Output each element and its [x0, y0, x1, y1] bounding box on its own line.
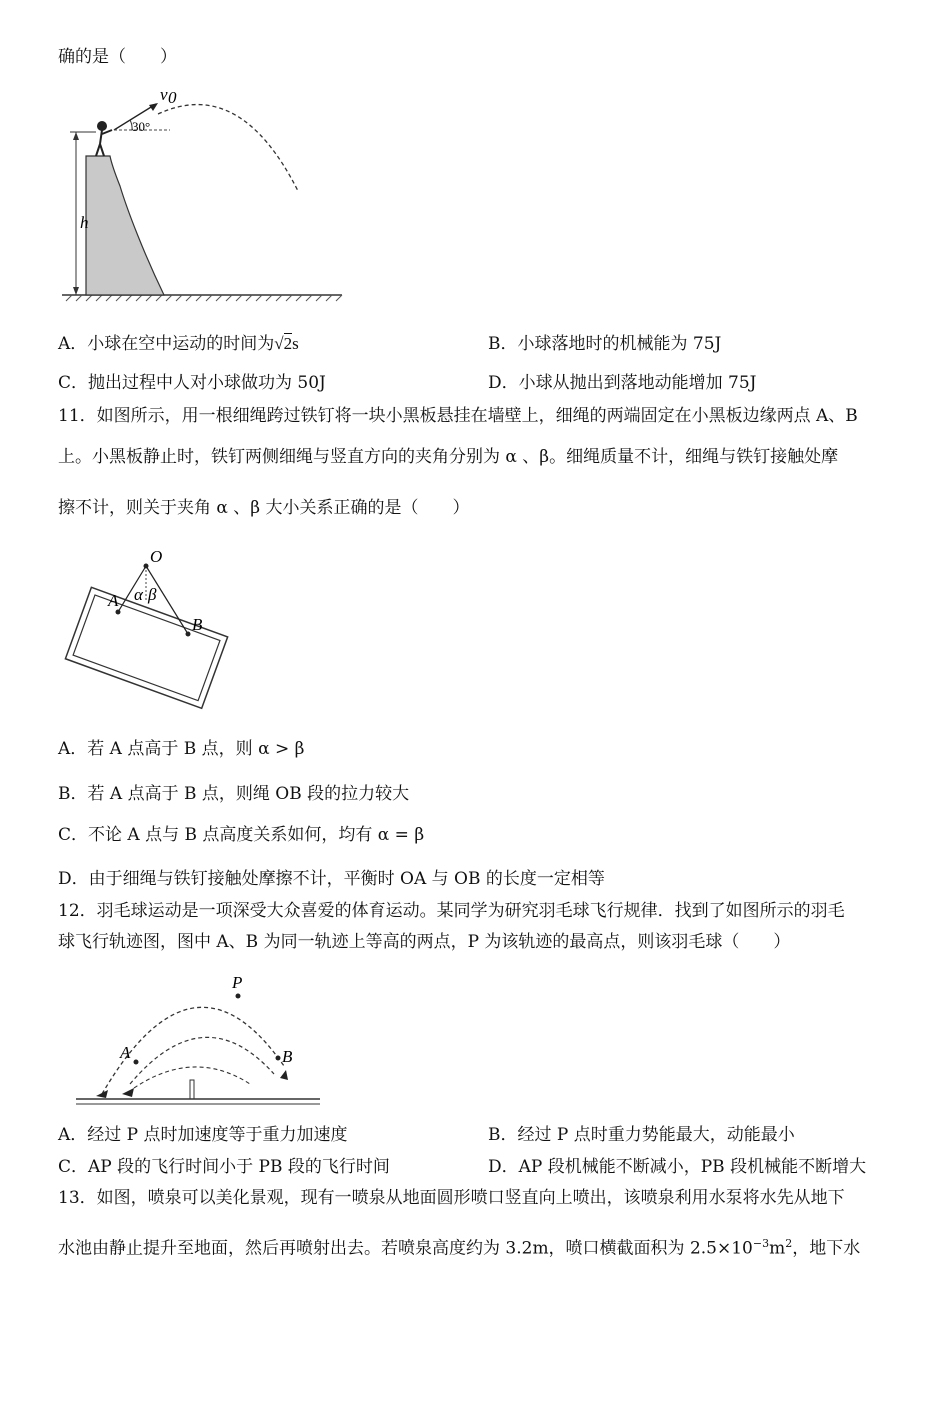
- question-13-line-2: [58, 1233, 860, 1260]
- option-letter: B．: [488, 334, 518, 354]
- radicand: 2: [283, 334, 293, 353]
- option-text: 小球在空中运动的时间为: [87, 334, 275, 354]
- hanging-board-figure: [62, 548, 232, 713]
- angle-label: 30°: [132, 119, 151, 134]
- shuttle-icon: [122, 1088, 134, 1097]
- option-10-c: [58, 372, 326, 394]
- label-beta: β: [148, 585, 157, 604]
- option-letter: D．: [488, 373, 519, 393]
- option-12-c: C．AP 段的飞行时间小于 PB 段的飞行时间: [58, 1157, 390, 1177]
- height-label: h: [80, 213, 89, 232]
- shuttle-icon: [96, 1090, 108, 1098]
- option-12-d: D．AP 段机械能不断减小，PB 段机械能不断增大: [488, 1157, 867, 1177]
- question-11-line-2: 上。小黑板静止时，铁钉两侧细绳与竖直方向的夹角分别为 α 、β。细绳质量不计，细绳与铁钉接触处摩: [58, 447, 839, 467]
- option-10-a: [58, 333, 299, 355]
- velocity-label: v: [160, 86, 168, 104]
- cliff-shape: [86, 156, 164, 295]
- question-12-line-2: 球飞行轨迹图，图中 A、B 为同一轨迹上等高的两点，P 为该轨迹的最高点，则该羽毛球（ ）: [58, 932, 791, 952]
- option-12-a: A．经过 P 点时加速度等于重力加速度: [58, 1125, 348, 1145]
- question-11-line-3: 擦不计，则关于夹角 α 、β 大小关系正确的是（ ）: [58, 498, 470, 518]
- option-11-a: A．若 A 点高于 B 点，则 α > β: [58, 739, 305, 759]
- label-A: A: [120, 1043, 131, 1062]
- trajectory-path: [158, 105, 298, 191]
- cliff-projectile-figure: [60, 86, 350, 306]
- option-11-d: D．由于细绳与铁钉接触处摩擦不计，平衡时 OA 与 OB 的长度一定相等: [58, 869, 605, 889]
- q13-exponent-2: 2: [785, 1237, 793, 1250]
- board-outer: [65, 587, 227, 708]
- unit: s: [292, 334, 299, 353]
- board-inner: [73, 595, 220, 701]
- label-P: P: [232, 973, 243, 992]
- label-B: B: [192, 615, 203, 634]
- question-13-line-1: 13．如图，喷泉可以美化景观，现有一喷泉从地面圆形喷口竖直向上喷出，该喷泉利用水泵将水先从地下: [58, 1188, 845, 1208]
- velocity-subscript: 0: [168, 88, 177, 107]
- sqrt-symbol: √: [274, 334, 284, 353]
- option-10-d: [488, 372, 757, 394]
- option-10-b: [488, 333, 721, 355]
- label-A: A: [108, 591, 119, 610]
- net-post: [190, 1080, 194, 1099]
- option-text: 小球落地时的机械能为 75J: [517, 334, 722, 354]
- label-O: O: [150, 548, 163, 566]
- option-12-b: B．经过 P 点时重力势能最大，动能最小: [488, 1125, 795, 1145]
- question-stem-tail: 确的是（ ）: [58, 47, 177, 67]
- q13-unit: m: [769, 1238, 786, 1259]
- q13-text-c: ，地下水: [792, 1238, 861, 1259]
- option-11-c: C．不论 A 点与 B 点高度关系如何，均有 α = β: [58, 825, 425, 845]
- option-letter: C．: [58, 373, 89, 393]
- option-text: 抛出过程中人对小球做功为 50J: [88, 373, 326, 393]
- option-letter: A．: [58, 334, 88, 354]
- option-11-b: B．若 A 点高于 B 点，则绳 OB 段的拉力较大: [58, 784, 410, 804]
- badminton-trajectory-figure: [74, 966, 324, 1111]
- question-11-line-1: 11．如图所示，用一根细绳跨过铁钉将一块小黑板悬挂在墙壁上，细绳的两端固定在小黑板边缘两点 A、B: [58, 406, 858, 426]
- q13-text-a: 水池由静止提升至地面，然后再喷射出去。若喷泉高度约为 3.2m，喷口横截面积为 2.5×10: [58, 1238, 753, 1259]
- label-B: B: [282, 1047, 293, 1066]
- thrower-person-icon: [96, 122, 112, 156]
- question-12-line-1: 12．羽毛球运动是一项深受大众喜爱的体育运动。某同学为研究羽毛球飞行规律．找到了如图所示的羽毛: [58, 901, 845, 921]
- q13-exponent: −3: [752, 1237, 770, 1250]
- option-text: 小球从抛出到落地动能增加 75J: [518, 373, 757, 393]
- label-alpha: α: [134, 585, 143, 604]
